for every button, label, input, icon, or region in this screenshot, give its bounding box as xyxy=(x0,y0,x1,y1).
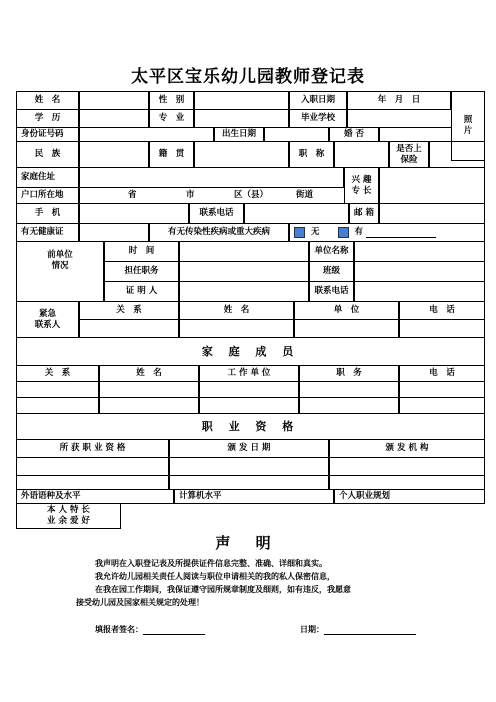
signature-label: 填报者签名： xyxy=(95,625,143,634)
specialty-field[interactable] xyxy=(121,503,122,529)
date-label: 日期： xyxy=(300,625,324,634)
field-prev-position[interactable] xyxy=(179,261,309,282)
label-fam-duty: 职 务 xyxy=(299,365,399,382)
field-health-cert[interactable] xyxy=(79,223,149,242)
field-ethnicity[interactable] xyxy=(79,141,149,168)
label-qual-date: 颁 发 日 期 xyxy=(169,439,329,458)
declaration-line-1: 我声明在入职登记表及所提供证件信息完整、准确、详细和真实。 xyxy=(95,559,327,568)
label-mobile: 手 机 xyxy=(16,203,79,224)
label-major: 专 业 xyxy=(149,109,194,128)
hukou-province: 省 xyxy=(128,190,137,201)
label-marriage: 婚 否 xyxy=(329,127,379,142)
label-emergency-contact: 紧急 联系人 xyxy=(16,301,79,338)
label-language: 外语语种及水平 xyxy=(16,489,174,504)
label-qual-issuer: 颁 发 机 构 xyxy=(329,439,485,458)
field-em-name[interactable] xyxy=(179,319,294,338)
label-em-relation: 关 系 xyxy=(79,301,179,320)
label-health-cert: 有无健康证 xyxy=(16,223,79,242)
label-disease: 有无传染性疾病或重大疾病 xyxy=(149,223,289,242)
field-fam-name-2[interactable] xyxy=(99,397,199,414)
label-email: 邮 箱 xyxy=(349,203,379,224)
field-prev-contact[interactable] xyxy=(354,281,485,302)
field-mobile[interactable] xyxy=(79,203,189,224)
label-em-name: 姓 名 xyxy=(179,301,294,320)
label-em-phone: 电 话 xyxy=(399,301,485,320)
family-heading: 家 庭 成 员 xyxy=(16,337,485,366)
field-email[interactable] xyxy=(379,203,485,224)
field-qual-date-2[interactable] xyxy=(169,475,329,490)
label-fam-phone: 电 话 xyxy=(399,365,485,382)
label-hobby: 兴 趣 专 长 xyxy=(344,167,379,204)
field-fam-duty-2[interactable] xyxy=(299,397,399,414)
signature-row xyxy=(95,624,205,635)
label-education: 学 历 xyxy=(16,109,79,128)
label-hukou: 户口所在地 xyxy=(16,187,79,204)
field-title-rank[interactable] xyxy=(334,141,389,168)
label-qual-cert: 所 获 职 业 资 格 xyxy=(16,439,169,458)
declaration-line-2: 我允许幼儿园相关责任人阅读与职位申请相关的我的私人保密信息， xyxy=(95,572,335,581)
field-qual-date-1[interactable] xyxy=(169,457,329,476)
field-fam-unit-2[interactable] xyxy=(199,397,299,414)
label-fam-relation: 关 系 xyxy=(16,365,99,382)
label-previous-employer: 前单位 情况 xyxy=(16,241,104,302)
option-yes-label: 有 xyxy=(354,227,364,238)
field-fam-duty-1[interactable] xyxy=(299,381,399,398)
label-fam-unit: 工 作 单 位 xyxy=(199,365,299,382)
photo-box[interactable]: 照 片 xyxy=(451,91,485,161)
label-id-number: 身份证号码 xyxy=(16,127,79,142)
signature-line[interactable] xyxy=(143,625,205,635)
label-address: 家庭住址 xyxy=(16,167,79,188)
field-qual-cert-2[interactable] xyxy=(16,475,169,490)
declaration-title: 声 明 xyxy=(215,534,281,552)
field-insured[interactable] xyxy=(429,141,485,168)
field-disease xyxy=(289,223,485,242)
field-fam-name-1[interactable] xyxy=(99,381,199,398)
field-school[interactable] xyxy=(347,109,452,128)
field-fam-relation-1[interactable] xyxy=(16,381,99,398)
date-line[interactable] xyxy=(324,625,416,635)
field-prev-unit[interactable] xyxy=(354,241,485,262)
label-career-plan: 个人职业规划 xyxy=(334,489,485,504)
date-row xyxy=(300,624,416,635)
field-entry-date[interactable]: 年 月 日 xyxy=(347,91,451,110)
field-prev-level[interactable] xyxy=(354,261,485,282)
label-birth-date: 出生日期 xyxy=(214,127,264,142)
checkbox-no[interactable] xyxy=(294,227,305,238)
label-fam-name: 姓 名 xyxy=(99,365,199,382)
page-title: 太平区宝乐幼儿园教师登记表 xyxy=(131,67,365,87)
field-qual-issuer-1[interactable] xyxy=(329,457,485,476)
hukou-city: 市 xyxy=(186,190,195,201)
label-origin: 籍 贯 xyxy=(149,141,194,168)
field-fam-phone-2[interactable] xyxy=(399,397,485,414)
label-prev-level: 班级 xyxy=(309,261,354,282)
field-major[interactable] xyxy=(194,109,289,128)
label-em-unit: 单 位 xyxy=(294,301,399,320)
label-prev-time: 时 间 xyxy=(104,241,179,262)
label-name: 姓 名 xyxy=(16,91,79,110)
option-no-label: 无 xyxy=(311,227,320,238)
label-prev-position: 担任职务 xyxy=(104,261,179,282)
field-gender[interactable] xyxy=(194,91,289,110)
label-insured: 是否上 保险 xyxy=(389,141,429,168)
yes-detail-line[interactable] xyxy=(366,228,436,238)
field-birth-date[interactable] xyxy=(264,127,329,142)
field-fam-relation-2[interactable] xyxy=(16,397,99,414)
label-school: 毕业学校 xyxy=(289,109,347,128)
label-gender: 性 别 xyxy=(149,91,194,110)
field-prev-referee[interactable] xyxy=(179,281,309,302)
field-qual-cert-1[interactable] xyxy=(16,457,169,476)
field-address[interactable] xyxy=(79,167,344,188)
label-prev-unit: 单位名称 xyxy=(309,241,354,262)
label-ethnicity: 民 族 xyxy=(16,141,79,168)
declaration-line-3: 在我在园工作期间，我保证遵守园所规章制度及细则，如有违反，我愿意 xyxy=(95,585,351,594)
field-em-relation[interactable] xyxy=(79,319,179,338)
label-prev-referee: 证 明 人 xyxy=(104,281,179,302)
field-em-phone[interactable] xyxy=(399,319,485,338)
label-phone: 联系电话 xyxy=(189,203,244,224)
field-marriage[interactable] xyxy=(379,127,452,142)
field-name[interactable] xyxy=(79,91,149,110)
field-fam-unit-1[interactable] xyxy=(199,381,299,398)
label-prev-contact: 联系电话 xyxy=(309,281,354,302)
field-origin[interactable] xyxy=(194,141,289,168)
hukou-district: 区（县） xyxy=(234,190,269,201)
qualification-heading: 职 业 资 格 xyxy=(16,413,485,440)
field-id-number[interactable] xyxy=(79,127,214,142)
field-prev-time[interactable] xyxy=(179,241,309,262)
label-title-rank: 职 称 xyxy=(289,141,334,168)
hukou-street: 街道 xyxy=(296,190,314,201)
registration-form xyxy=(17,92,485,529)
field-fam-phone-1[interactable] xyxy=(399,381,485,398)
field-education[interactable] xyxy=(79,109,149,128)
label-entry-date: 入职日期 xyxy=(289,91,347,110)
field-qual-issuer-2[interactable] xyxy=(329,475,485,490)
field-phone[interactable] xyxy=(244,203,349,224)
label-computer: 计算机水平 xyxy=(174,489,334,504)
checkbox-yes[interactable] xyxy=(338,227,349,238)
field-hobby[interactable] xyxy=(379,167,485,204)
declaration-line-4: 接受幼儿园及国家相关规定的处理！ xyxy=(76,598,204,607)
field-hukou[interactable] xyxy=(79,187,345,204)
label-specialty: 本 人 特 长 业 余 爱 好 xyxy=(16,503,121,529)
field-em-unit[interactable] xyxy=(294,319,399,338)
